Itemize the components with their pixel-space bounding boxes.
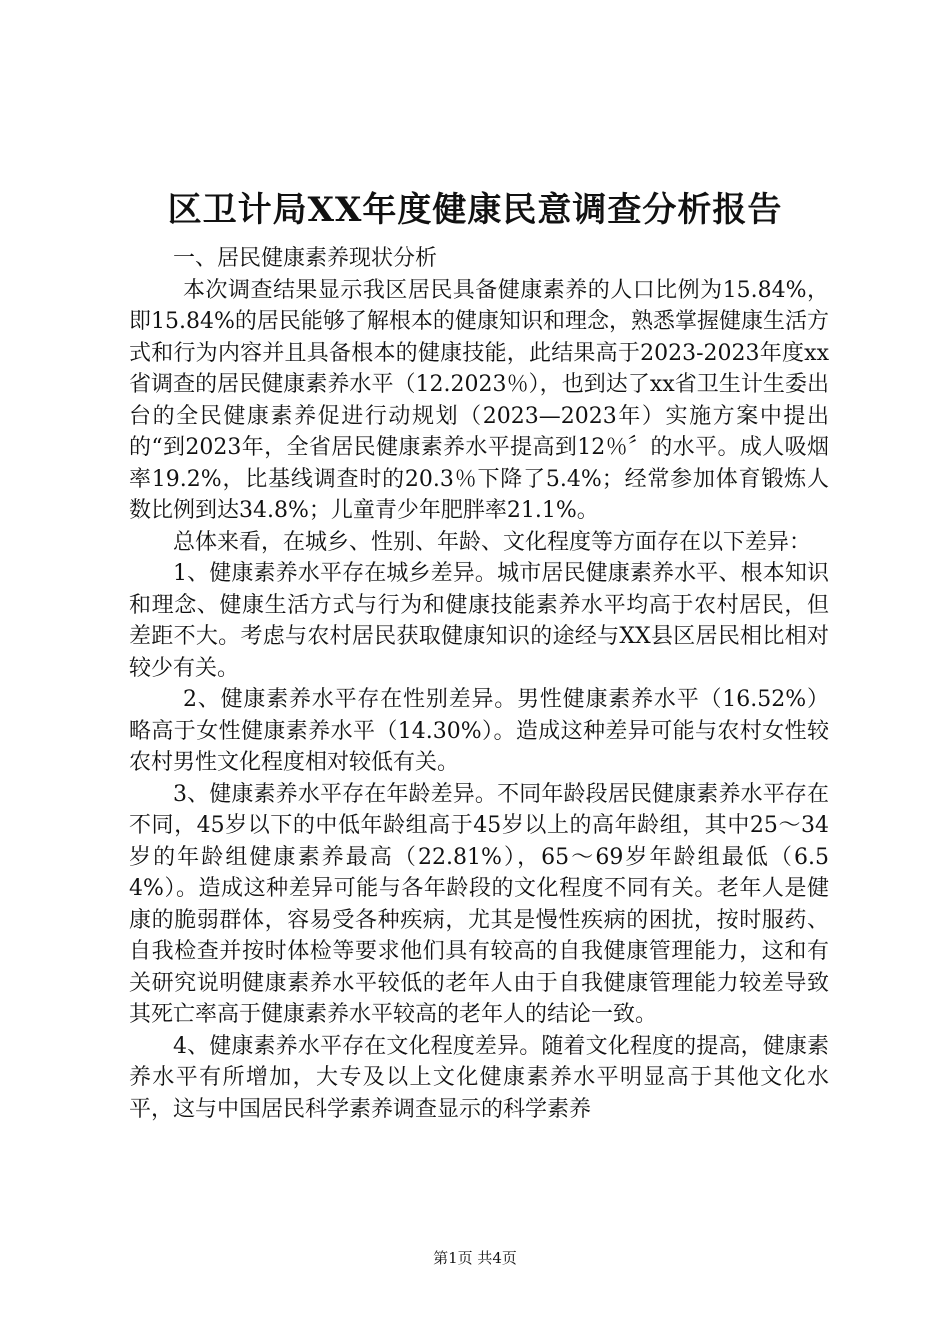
- paragraph-urban-rural: 1、健康素养水平存在城乡差异。城市居民健康素养水平、根本知识和理念、健康生活方式与行为和健康技能素养水平均高于农村居民，但差距不大。考虑与农村居民获取健康知识的途经与XX县区居民相比相对较少有关。: [129, 561, 829, 681]
- paragraph-age: 3、健康素养水平存在年龄差异。不同年龄段居民健康素养水平存在不同，45岁以下的中低年龄组高于45岁以上的高年龄组，其中25～34岁的年龄组健康素养最高（22.81%），65～69岁年龄组最低（6.54%）。造成这种差异可能与各年龄段的文化程度不同有关。老年人是健康的脆弱群体，容易受各种疾病，尤其是慢性疾病的困扰，按时服药、自我检查并按时体检等要求他们具有较高的自我健康管理能力，这和有关研究说明健康素养水平较低的老年人由于自我健康管理能力较差导致其死亡率高于健康素养水平较高的老年人的结论一致。: [129, 781, 829, 1027]
- paragraph-education: 4、健康素养水平存在文化程度差异。随着文化程度的提高，健康素养水平有所增加，大专及以上文化健康素养水平明显高于其他文化水平，这与中国居民科学素养调查显示的科学素养: [129, 1033, 829, 1122]
- paragraph-overview: 总体来看，在城乡、性别、年龄、文化程度等方面存在以下差异：: [173, 529, 812, 555]
- paragraph-survey-results: 本次调查结果显示我区居民具备健康素养的人口比例为15.84%，即15.84%的居民能够了解根本的健康知识和理念，熟悉掌握健康生活方式和行为内容并且具备根本的健康技能，此结果高于2023-2023年度xx省调查的居民健康素养水平（12.2023％），也到达了xx省卫生计生委出台的全民健康素养促进行动规划（2023—2023年）实施方案中提出的“到2023年，全省居民健康素养水平提高到12％〞的水平。成人吸烟率19.2%，比基线调查时的20.3％下降了5.4%；经常参加体育锻炼人数比例到达34.8%；儿童青少年肥胖率21.1%。: [129, 277, 829, 523]
- page-footer: 第1页 共4页: [433, 1249, 517, 1267]
- paragraph-gender: 2、健康素养水平存在性别差异。男性健康素养水平（16.52%）略高于女性健康素养水平（14.30%）。造成这种差异可能与农村女性较农村男性文化程度相对较低有关。: [129, 687, 829, 775]
- document-title: 区卫计局XX年度健康民意调查分析报告: [167, 190, 783, 230]
- document-body: [129, 243, 829, 1125]
- section-heading: 一、居民健康素养现状分析: [173, 246, 438, 271]
